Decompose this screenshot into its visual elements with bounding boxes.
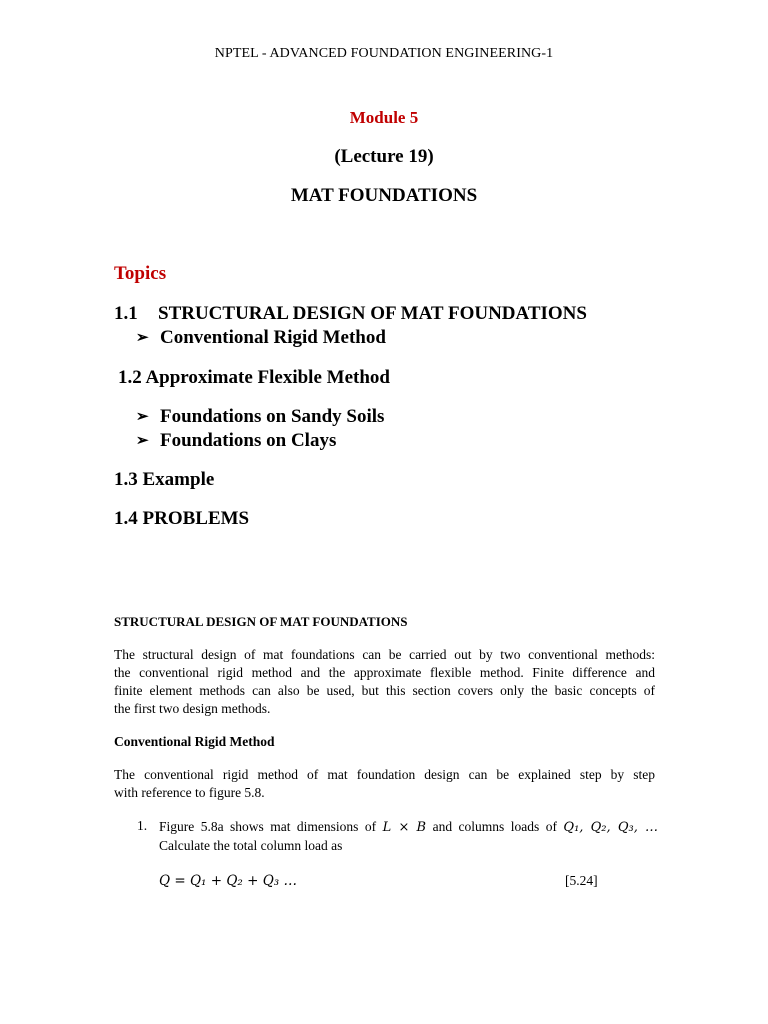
toc-bullet-clays xyxy=(136,430,336,452)
paragraph-line: The conventional rigid method of mat foundation design can be explained step by step xyxy=(114,767,655,782)
toc-bullet-label: Foundations on Sandy Soils xyxy=(160,406,385,427)
paragraph-line: the first two design methods. xyxy=(114,701,271,716)
paragraph-line: finite element methods can also be used, but this section covers only the basic concepts of xyxy=(114,683,655,698)
paragraph-line: with reference to figure 5.8. xyxy=(114,785,265,800)
page-header: NPTEL - ADVANCED FOUNDATION ENGINEERING-1 xyxy=(214,46,554,61)
page-title: MAT FOUNDATIONS xyxy=(290,185,478,206)
toc-item-1-3: 1.3 Example xyxy=(114,469,215,490)
step-text-b: and columns loads of xyxy=(432,819,557,834)
lecture-label: (Lecture 19) xyxy=(334,146,434,167)
toc-item-1-2: 1.2 Approximate Flexible Method xyxy=(118,367,390,388)
arrow-bullet-icon: ➢ xyxy=(136,330,149,346)
loads-expression: Q₁, Q₂, Q₃, … xyxy=(563,820,659,835)
dimension-expression: L × B xyxy=(382,820,427,835)
equation-number: [5.24] xyxy=(565,873,598,888)
toc-number: 1.1 xyxy=(114,303,138,324)
toc-item-1-4: 1.4 PROBLEMS xyxy=(114,508,250,529)
arrow-bullet-icon: ➢ xyxy=(136,433,149,449)
paragraph-line: The structural design of mat foundations can be carried out by two conventional methods: xyxy=(114,647,655,662)
step-line-1 xyxy=(159,818,658,837)
topics-heading: Topics xyxy=(114,263,167,284)
module-label: Module 5 xyxy=(349,108,419,127)
arrow-bullet-icon: ➢ xyxy=(136,409,149,425)
rigid-paragraph xyxy=(114,766,655,802)
step-text xyxy=(159,818,658,855)
toc-label: STRUCTURAL DESIGN OF MAT FOUNDATIONS xyxy=(158,303,587,324)
toc-item-1-1 xyxy=(114,303,587,325)
toc-bullet-label: Foundations on Clays xyxy=(160,430,337,451)
toc-bullet-label: Conventional Rigid Method xyxy=(160,327,386,348)
toc-bullet-rigid xyxy=(136,327,386,349)
equation: Q = Q₁ + Q₂ + Q₃ … xyxy=(159,873,297,889)
step-text-a: Figure 5.8a shows mat dimensions of xyxy=(159,819,377,834)
intro-paragraph xyxy=(114,646,655,718)
step-line-2: Calculate the total column load as xyxy=(159,838,343,853)
section-title: STRUCTURAL DESIGN OF MAT FOUNDATIONS xyxy=(114,614,408,629)
paragraph-line: the conventional rigid method and the approximate flexible method. Finite difference and xyxy=(114,665,655,680)
step-number: 1. xyxy=(137,818,148,833)
toc-bullet-sandy xyxy=(136,406,384,428)
subheading: Conventional Rigid Method xyxy=(114,734,275,749)
